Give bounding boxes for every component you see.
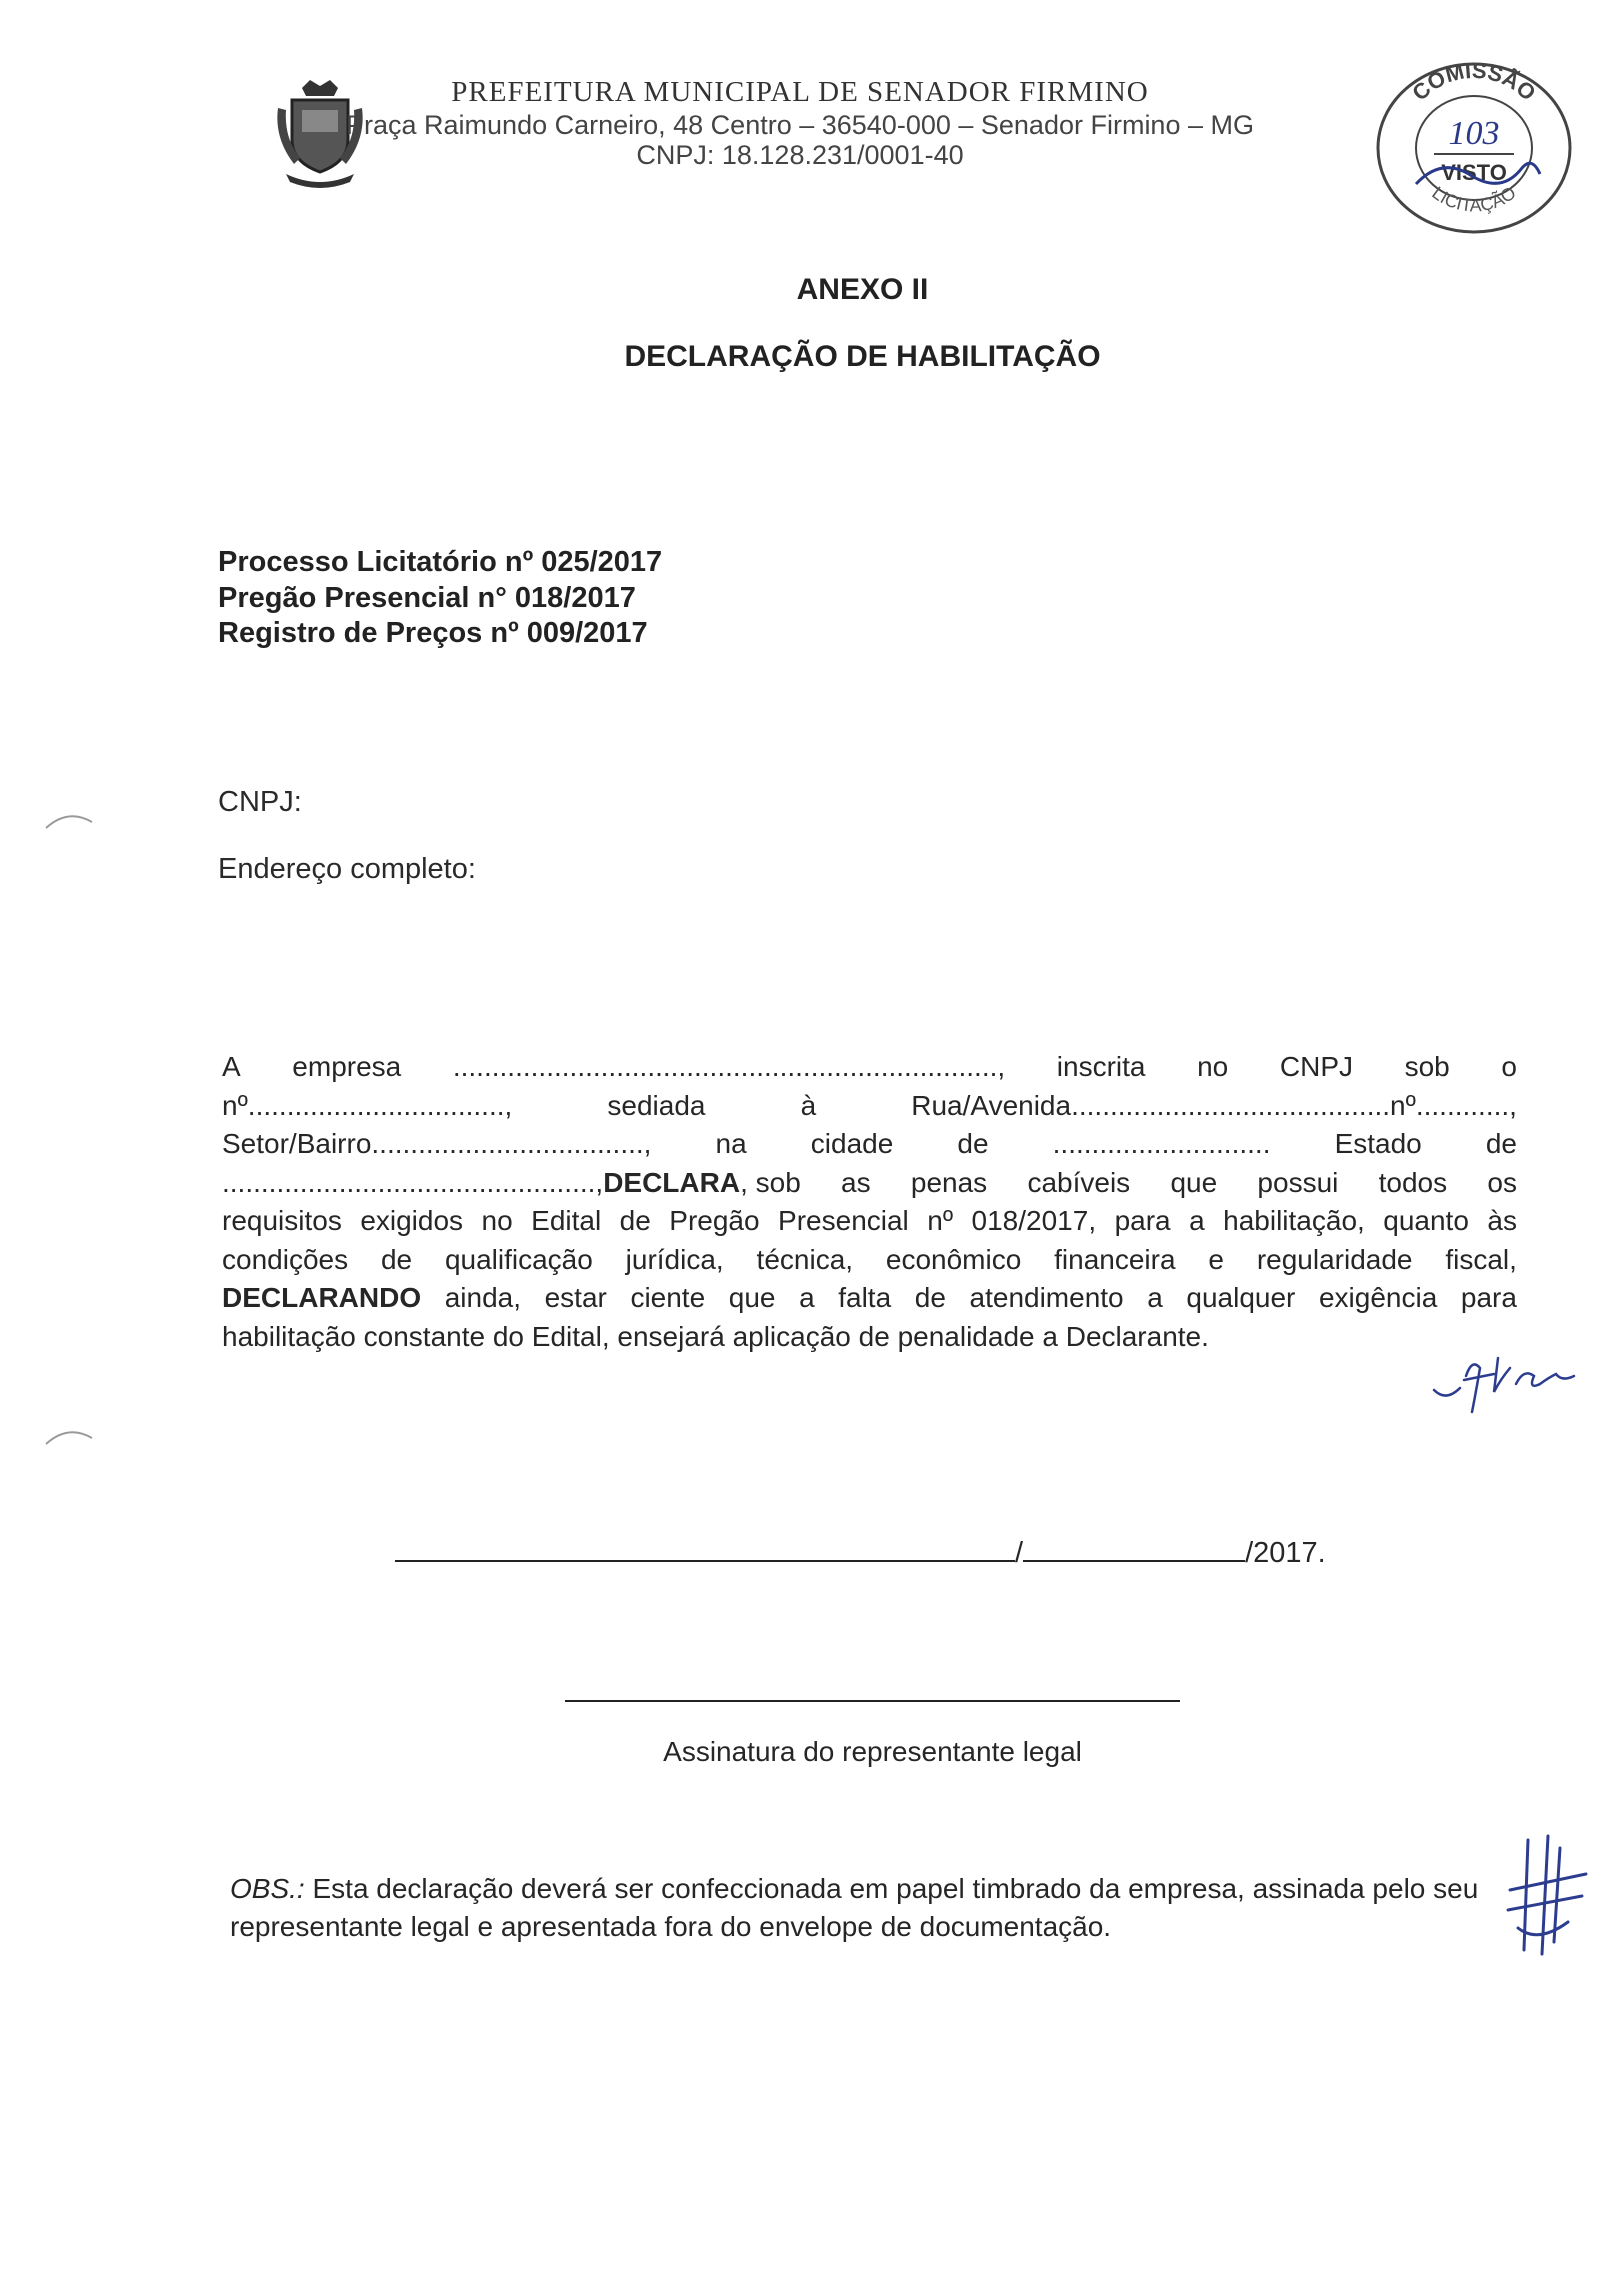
declarando-keyword: DECLARANDO	[222, 1282, 422, 1313]
institution-name: PREFEITURA MUNICIPAL DE SENADOR FIRMINO	[451, 76, 1149, 108]
date-separator: /	[1015, 1537, 1024, 1569]
institution-address: Praça Raimundo Carneiro, 48 Centro – 36540-000 – Senador Firmino – MG	[346, 110, 1254, 140]
obs-label: OBS.:	[230, 1873, 305, 1904]
institution-cnpj: CNPJ: 18.128.231/0001-40	[636, 140, 964, 170]
stamp-number: 103	[1448, 115, 1500, 152]
handwritten-rubric	[1498, 1832, 1598, 1962]
declara-keyword: DECLARA	[603, 1166, 741, 1198]
document-title: DECLARAÇÃO DE HABILITAÇÃO	[624, 340, 1101, 373]
declaration-line: requisitos exigidos no Edital de Pregão Presencial nº 018/2017, para a habilitação, quanto às	[222, 1205, 1517, 1236]
handwritten-initials	[1428, 1328, 1588, 1418]
declaration-line: DECLARANDO ainda, estar ciente que a falta de atendimento a qualquer exigência para	[222, 1279, 1517, 1318]
declaration-line: condições de qualificação jurídica, técnica, econômico financeira e regularidade fiscal,	[222, 1243, 1517, 1275]
day-month-blank	[395, 1534, 1015, 1562]
declaration-paragraph	[222, 1048, 1517, 1356]
stamp-label: VISTO	[1441, 160, 1507, 185]
observation-note	[230, 1870, 1490, 1946]
svg-text:COMISSÃO	[1407, 58, 1540, 106]
declaration-line: Setor/Bairro..................................., na cidade de ............................ Estado de	[222, 1128, 1517, 1159]
cnpj-field-label: CNPJ:	[218, 786, 302, 818]
declaration-line: nº................................., sediada à Rua/Avenida.........................................nº............,	[222, 1089, 1517, 1121]
obs-text: Esta declaração deverá ser confeccionada em papel timbrado da empresa, assinada pelo seu representante legal e apresentada fora do envelope de documentação.	[230, 1873, 1479, 1942]
auction-number: Pregão Presencial n° 018/2017	[218, 582, 636, 614]
annex-title: ANEXO II	[796, 273, 929, 306]
stamp-bottom-text: LICITAÇÃO	[1428, 182, 1520, 216]
scan-mark	[42, 1420, 98, 1450]
svg-text:LICITAÇÃO	[1428, 183, 1519, 216]
price-registry-number: Registro de Preços nº 009/2017	[218, 617, 648, 649]
scan-mark	[42, 804, 98, 834]
signature-label: Assinatura do representante legal	[663, 1736, 1082, 1767]
date-line	[395, 1534, 1326, 1570]
declaration-line: A empresa ......................................................................, inscrita no CNPJ sob o	[222, 1051, 1517, 1082]
process-number: Processo Licitatório nº 025/2017	[218, 546, 663, 578]
declaration-line: ................................................,DECLARA, sob as penas cabíveis que possui todos os	[222, 1166, 1517, 1198]
declaration-line: habilitação constante do Edital, ensejará aplicação de penalidade a Declarante.	[222, 1320, 1209, 1352]
date-year: /2017.	[1245, 1537, 1326, 1569]
address-field-label: Endereço completo:	[218, 853, 476, 885]
month-blank	[1023, 1534, 1245, 1562]
signature-line	[565, 1700, 1180, 1702]
commission-stamp	[1372, 56, 1574, 238]
stamp-top-text: COMISSÃO	[1407, 57, 1541, 106]
